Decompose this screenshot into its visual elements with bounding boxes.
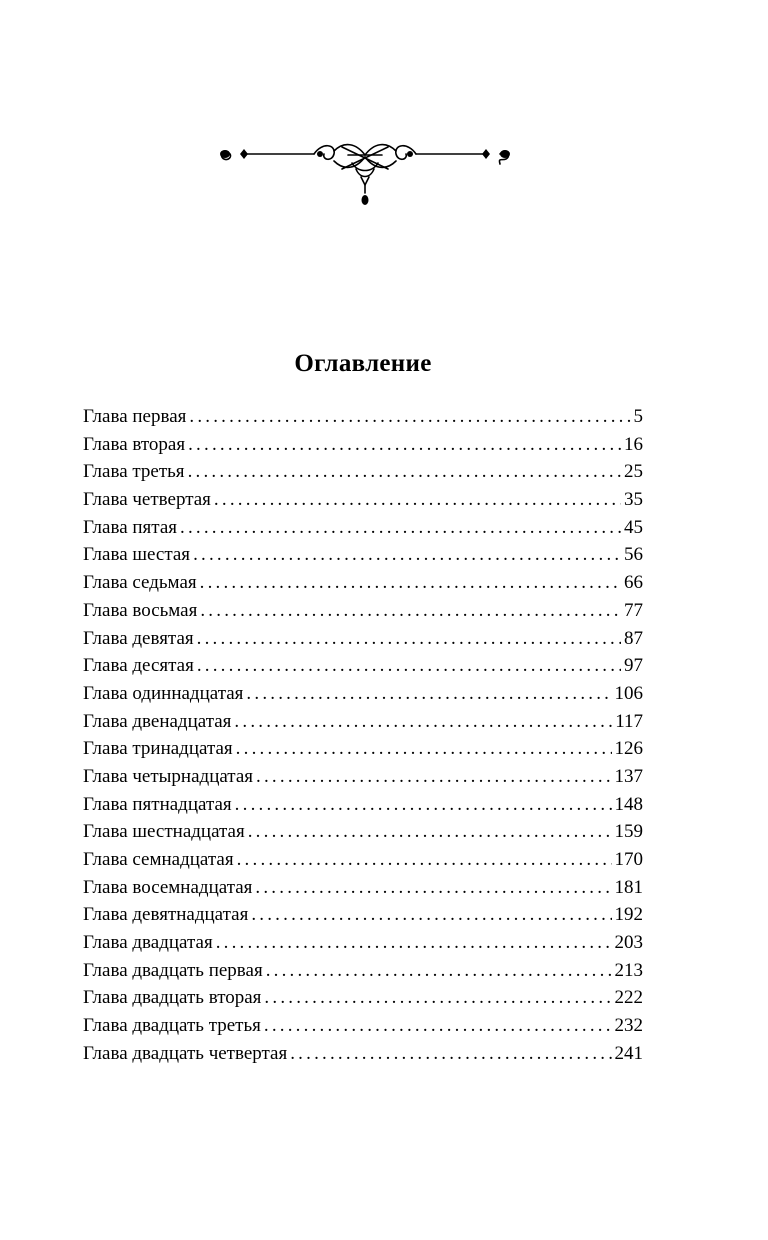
toc-entry-page: 97 xyxy=(624,655,643,677)
toc-leader-dots xyxy=(188,431,621,459)
toc-entry-page: 192 xyxy=(614,904,643,926)
toc-entry-page: 77 xyxy=(624,599,643,621)
toc-entry xyxy=(83,735,643,763)
toc-entry-label: Глава пятая xyxy=(83,516,177,538)
toc-entry-label: Глава восемнадцатая xyxy=(83,876,253,898)
toc-entry-label: Глава десятая xyxy=(83,655,194,677)
toc-leader-dots xyxy=(197,625,621,653)
toc-entry-page: 126 xyxy=(614,738,643,760)
toc-leader-dots xyxy=(234,708,612,736)
toc-leader-dots xyxy=(251,901,611,929)
toc-entry-label: Глава девятая xyxy=(83,627,194,649)
toc-entry xyxy=(83,874,643,902)
toc-entry xyxy=(83,541,643,569)
toc-entry-page: 117 xyxy=(615,710,643,732)
toc-entry-label: Глава пятнадцатая xyxy=(83,793,232,815)
toc-entry-page: 181 xyxy=(614,876,643,898)
toc-leader-dots xyxy=(248,818,612,846)
toc-entry-page: 45 xyxy=(624,516,643,538)
toc-leader-dots xyxy=(235,791,612,819)
toc-leader-dots xyxy=(255,874,611,902)
toc-entry-label: Глава шестнадцатая xyxy=(83,821,245,843)
toc-entry-label: Глава шестая xyxy=(83,544,191,566)
toc-leader-dots xyxy=(264,1012,612,1040)
toc-entry-label: Глава двадцать четвертая xyxy=(83,1042,288,1064)
toc-entry-label: Глава семнадцатая xyxy=(83,849,234,870)
toc-entry-page: 56 xyxy=(624,544,643,566)
toc-entry xyxy=(83,929,643,957)
toc-entry-page: 203 xyxy=(614,932,643,954)
toc-entry xyxy=(83,569,643,597)
toc-entry-label: Глава двадцать первая xyxy=(83,959,263,981)
toc-leader-dots xyxy=(246,680,611,708)
toc-entry xyxy=(83,957,643,985)
toc-leader-dots xyxy=(188,458,621,486)
toc-entry xyxy=(83,625,643,653)
toc-entry-page: 241 xyxy=(614,1042,643,1064)
toc-entry xyxy=(83,1012,643,1040)
toc-leader-dots xyxy=(214,486,621,514)
toc-entry-page: 159 xyxy=(614,821,643,843)
toc-entry-page: 170 xyxy=(614,849,643,870)
toc-entry xyxy=(83,680,643,708)
toc-leader-dots xyxy=(189,403,630,431)
toc-entry xyxy=(83,486,643,514)
toc-entry xyxy=(83,708,643,736)
toc-leader-dots xyxy=(264,984,611,1012)
toc-entry xyxy=(83,791,643,819)
toc-entry xyxy=(83,597,643,625)
toc-entry-page: 87 xyxy=(624,627,643,649)
toc-leader-dots xyxy=(200,597,621,625)
toc-entry-page: 213 xyxy=(614,959,643,981)
page-title: Оглавление xyxy=(294,350,432,377)
toc-leader-dots xyxy=(266,957,612,985)
toc-entry-page: 137 xyxy=(614,765,643,787)
toc-entry-label: Глава четвертая xyxy=(83,489,211,511)
toc-entry-label: Глава тринадцатая xyxy=(83,738,233,760)
toc-entry xyxy=(83,403,643,431)
toc-leader-dots xyxy=(216,929,612,957)
toc-entry-label: Глава одиннадцатая xyxy=(83,682,244,704)
toc-leader-dots xyxy=(290,1040,611,1068)
toc-entry xyxy=(83,652,643,680)
toc-entry xyxy=(83,1040,643,1068)
toc-entry-label: Глава двенадцатая xyxy=(83,710,232,732)
toc-leader-dots xyxy=(197,652,621,680)
toc-entry-page: 25 xyxy=(624,461,643,483)
toc-leader-dots xyxy=(256,763,611,791)
toc-leader-dots xyxy=(237,846,612,874)
toc-entry xyxy=(83,984,643,1012)
toc-entry-label: Глава четырнадцатая xyxy=(83,765,254,787)
toc-leader-dots xyxy=(180,514,621,542)
toc-entry xyxy=(83,846,643,874)
toc-entry-page: 232 xyxy=(614,1015,643,1037)
toc-leader-dots xyxy=(193,541,621,569)
ornament-divider-icon xyxy=(216,133,514,213)
toc-entry-page: 66 xyxy=(624,572,643,594)
table-of-contents xyxy=(83,403,643,1068)
toc-entry-label: Глава двадцатая xyxy=(83,932,213,954)
toc-entry-page: 106 xyxy=(614,682,643,704)
toc-entry xyxy=(83,818,643,846)
toc-entry xyxy=(83,901,643,929)
toc-entry-page: 222 xyxy=(614,987,643,1009)
toc-entry-label: Глава первая xyxy=(83,406,187,427)
toc-entry-label: Глава вторая xyxy=(83,433,186,455)
toc-entry xyxy=(83,458,643,486)
toc-entry-label: Глава девятнадцатая xyxy=(83,904,249,926)
toc-leader-dots xyxy=(236,735,612,763)
toc-entry-label: Глава восьмая xyxy=(83,599,198,621)
toc-entry-page: 148 xyxy=(614,793,643,815)
toc-entry-page: 5 xyxy=(633,406,643,427)
toc-entry xyxy=(83,763,643,791)
toc-leader-dots xyxy=(200,569,621,597)
toc-entry xyxy=(83,431,643,459)
toc-entry-label: Глава седьмая xyxy=(83,572,197,594)
toc-entry xyxy=(83,514,643,542)
toc-entry-label: Глава двадцать третья xyxy=(83,1015,261,1037)
toc-entry-page: 35 xyxy=(624,489,643,511)
toc-entry-label: Глава третья xyxy=(83,461,185,483)
toc-entry-label: Глава двадцать вторая xyxy=(83,987,262,1009)
toc-entry-page: 16 xyxy=(624,433,643,455)
